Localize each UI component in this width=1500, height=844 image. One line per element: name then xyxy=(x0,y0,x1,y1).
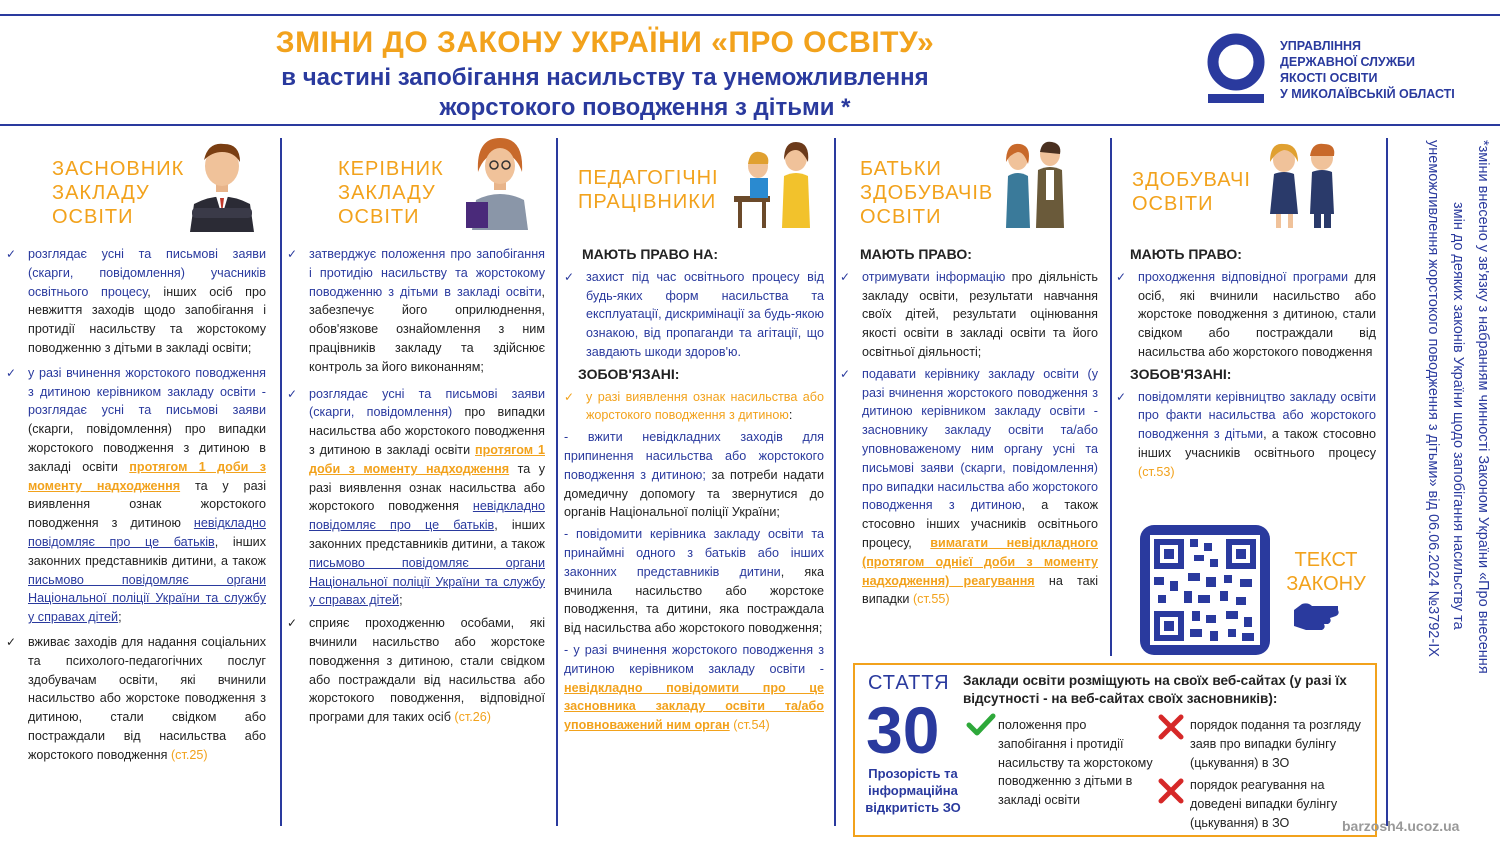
org-logo-icon xyxy=(1206,32,1266,104)
check-icon: ✓ xyxy=(287,247,298,261)
list-item: порядок подання та розгляду заяв про випадки булінгу (цькування) в ЗО xyxy=(1190,718,1361,770)
section-heading: МАЮТЬ ПРАВО: xyxy=(1130,246,1242,262)
check-icon: ✓ xyxy=(564,389,575,404)
list-item: - повідомити керівника закладу освіти та принаймні одного з батьків або інших законних представників дитини, яка вчинила насильство або жорстоке поводження, та дитини, яка постраждала від насильства або жорстокого поводження; xyxy=(564,527,825,636)
column-title-teachers: ПЕДАГОГІЧНІ ПРАЦІВНИКИ xyxy=(578,167,719,213)
law-text-link[interactable]: ТЕКСТ ЗАКОНУ xyxy=(1286,549,1366,595)
page-title: ЗМІНИ ДО ЗАКОНУ УКРАЇНИ «ПРО ОСВІТУ» xyxy=(275,26,935,59)
director-content xyxy=(287,245,545,730)
list-item: ✓ отримувати інформацію про діяльність закладу освіти, результати навчання своїх дітей, результати оцінювання якості освіти в закладі освіти та його освітньої діяльності; xyxy=(840,269,1098,359)
founder-avatar-icon xyxy=(182,134,262,232)
check-icon: ✓ xyxy=(6,365,17,380)
list-item: ✓ у разі виявлення ознак насильства або жорстокого поводження з дитиною: xyxy=(564,389,824,423)
watermark: barzosh4.ucoz.ua xyxy=(1342,818,1460,834)
list-item: ✓ у разі вчинення жорстокого поводження з дитиною керівником закладу освіти - розглядає усні та письмові заяви (скарги, повідомлення) про випадки жорстокого поводження з дитиною в закладі освіти протягом 1 доби з моменту надходження та у разі виявлення ознак жорстокого поводження з дитиною невідкладно повідомляє про це батьків, інших законних представників дитини, а також письмово повідомляє органи Національної поліції України та службу у справах дітей; xyxy=(6,365,267,625)
divider xyxy=(556,138,558,826)
article-label: СТАТТЯ xyxy=(868,672,950,694)
list-item: ✓ захист під час освітнього процесу від будь-яких форм насильства та експлуатації, дискримінації за будь-якою ознакою, від пропаганди та агітації, що завдають шкоди здоров'ю. xyxy=(564,269,824,359)
list-item: ✓ затверджує положення про запобігання і протидію насильству та жорстокому поводженню з дітьми в закладі освіти, забезпечує його оприлюднення, обов'язкове ознайомлення з ним працівників закладу та здійснює контроль за його виконанням; xyxy=(287,247,545,374)
check-icon xyxy=(966,712,996,738)
teachers-avatar-icon xyxy=(730,136,826,230)
pointing-hand-icon xyxy=(1292,598,1342,632)
column-title-students: ЗДОБУВАЧІ ОСВІТИ xyxy=(1132,169,1251,215)
section-heading: МАЮТЬ ПРАВО НА: xyxy=(582,246,719,262)
section-heading: МАЮТЬ ПРАВО: xyxy=(860,246,972,262)
check-icon: ✓ xyxy=(1116,389,1127,404)
divider xyxy=(834,138,836,826)
students-avatar-icon xyxy=(1258,138,1350,228)
list-item: ✓ розглядає усні та письмові заяви (скарги, повідомлення) учасників освітнього процесу, інших осіб про невжиття заходів щодо запобігання і протидії насильству та жорстокому поводженню з дітьми в закладі освіти; xyxy=(6,247,267,355)
org-name: УПРАВЛІННЯ ДЕРЖАВНОЇ СЛУЖБИ ЯКОСТІ ОСВІТИ У МИКОЛАЇВСЬКІЙ ОБЛАСТІ xyxy=(1280,39,1455,101)
article-heading: Заклади освіти розміщують на своїх веб-сайтах (у разі їх відсутності - на веб-сайтах своїх засновників): xyxy=(963,673,1347,706)
check-icon: ✓ xyxy=(287,386,298,401)
list-item: ✓ сприяє проходженню особами, які вчинили насильство або жорстоке поводження з дитиною, стали свідком або постраждали від насильства або жорстокого поводження, відповідної програми для таких осіб (ст.26) xyxy=(287,616,545,725)
divider xyxy=(280,138,282,826)
section-heading: ЗОБОВ'ЯЗАНІ: xyxy=(1130,365,1232,382)
list-item: ✓ проходження відповідної програми для осіб, які вчинили насильство або жорстоке поводження з дитиною, стали свідком або постраждали від насильства або жорстокого поводження xyxy=(1116,269,1377,359)
cross-icon xyxy=(1157,777,1185,805)
teachers-content xyxy=(564,243,824,738)
list-item: - у разі вчинення жорстокого поводження з дитиною керівником закладу освіти - невідкладно повідомити про це засновника закладу освіти та/або уповноважений ним орган (ст.54) xyxy=(564,642,824,733)
top-rule xyxy=(0,14,1500,16)
check-icon: ✓ xyxy=(6,247,17,261)
list-item: ✓ розглядає усні та письмові заяви (скарги, повідомлення) про випадки насильства або жорстокого поводження з дитиною в закладі освіти протягом 1 доби з моменту надходження та у разі виявлення ознак насильства або жорстокого поводження невідкладно повідомляє про це батьків, інших законних представників дитини, а також письмово повідомляє органи Національної поліції України та службу у справах дітей; xyxy=(287,386,546,608)
list-item: ✓ вживає заходів для надання соціальних та психолого-педагогічних послуг здобувачам освіти, які вчинили насильство або жорстоке поводження з дитиною, стали свідком або постраждали від насильства або жорстокого поводження (ст.25) xyxy=(6,634,266,762)
article-number: 30 xyxy=(866,693,940,767)
column-title-director: КЕРІВНИК ЗАКЛАДУ ОСВІТИ xyxy=(338,158,444,228)
qr-code-icon xyxy=(1140,525,1270,655)
director-avatar-icon xyxy=(458,132,542,230)
check-icon: ✓ xyxy=(1116,269,1127,284)
list-item: ✓ подавати керівнику закладу освіти (у разі вчинення жорстокого поводження з дитиною керівником закладу освіти - засновнику закладу освіти та/або уповноваженому ним органу усні та письмові заяви (скарги, повідомлення) про випадки насильства або жорстокого поводження з дитиною, а також стосовно інших учасників освітнього процесу, вимагати невідкладного (протягом однієї доби з моменту надходження) реагування на такі випадки (ст.55) xyxy=(840,366,1098,607)
check-icon: ✓ xyxy=(287,616,298,631)
section-heading: ЗОБОВ'ЯЗАНІ: xyxy=(578,365,680,382)
qr-code[interactable] xyxy=(1140,525,1270,655)
check-icon: ✓ xyxy=(6,634,17,649)
column-title-parents: БАТЬКИ ЗДОБУВАЧІВ ОСВІТИ xyxy=(860,158,994,228)
header-rule xyxy=(0,124,1500,126)
page-subtitle: в частині запобігання насильству та унеможливлення жорстокого поводження з дітьми * xyxy=(281,64,929,121)
list-item: положення про запобігання і протидії насильству та жорстокому поводженню з дітьми в закладі освіти xyxy=(998,718,1153,808)
footnote: *зміни внесено у зв'язку з набранням чинності Законом України «Про внесення змін до деяких законів України щодо запобігання насильству та унеможливлення жорстокого поводження з дітьми» від 06.06.2024 №3792-IX xyxy=(1425,140,1491,674)
list-item: - вжити невідкладних заходів для припинення насильства або жорстокого поводження з дитиною; за потреби надати домедичну допомогу та звернутися до органів Національної поліції України; xyxy=(564,430,825,520)
divider xyxy=(1110,138,1112,656)
parents-avatar-icon xyxy=(996,136,1076,228)
list-item: порядок реагування на доведені випадки булінгу (цькування) в ЗО xyxy=(1190,778,1338,830)
list-item: ✓ повідомляти керівництво закладу освіти про факти насильства або жорстокого поводження з дітьми, а також стосовно інших учасників освітнього процесу (ст.53) xyxy=(1116,389,1376,479)
check-icon: ✓ xyxy=(840,366,851,381)
check-icon: ✓ xyxy=(840,269,851,284)
parents-content xyxy=(840,243,1098,612)
check-icon: ✓ xyxy=(564,269,575,284)
students-content xyxy=(1116,243,1376,485)
article-subtitle: Прозорість та інформаційна відкритість ЗО xyxy=(865,766,961,815)
cross-icon xyxy=(1157,713,1185,741)
column-title-founder: ЗАСНОВНИК ЗАКЛАДУ ОСВІТИ xyxy=(52,158,185,228)
founder-content xyxy=(6,245,266,768)
